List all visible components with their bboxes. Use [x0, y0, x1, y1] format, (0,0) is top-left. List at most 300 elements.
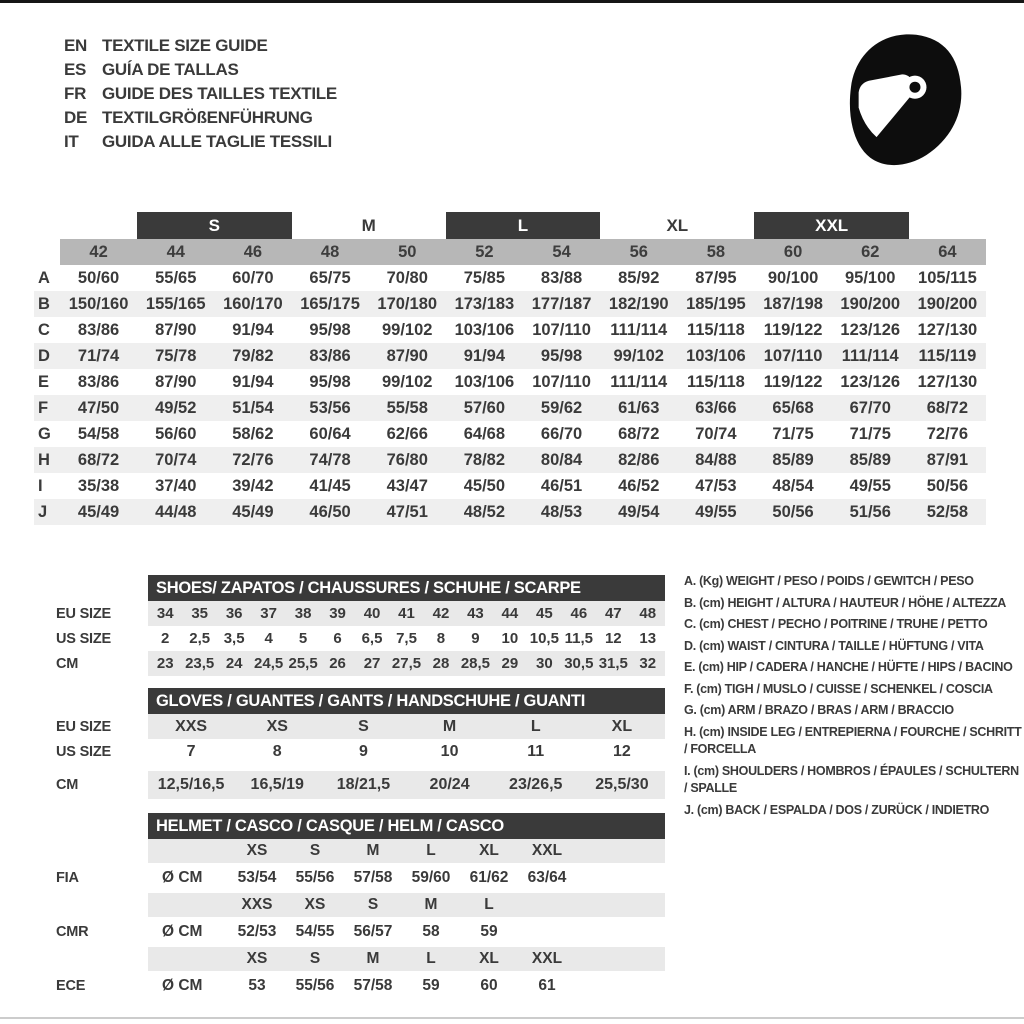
size-cell: 90/100: [767, 268, 819, 287]
size-cell: 70/80: [386, 268, 428, 287]
size-cell: 59/62: [540, 398, 583, 417]
shoes-table-row-cm: [148, 651, 665, 676]
size-cell: 50/60: [77, 268, 120, 287]
size-cell: 68/72: [926, 398, 969, 417]
helmet-size-row-cmr: [148, 893, 665, 917]
cell: 28,5: [460, 655, 491, 672]
language-title-block: [64, 34, 337, 154]
helmet-size-header: XL: [479, 842, 499, 859]
cell: 12: [604, 630, 622, 647]
size-cell: 70/74: [155, 450, 197, 469]
legend-item-d: D. (cm) WAIST / CINTURA / TAILLE / HÜFTUNG / VITA: [684, 638, 984, 653]
size-cell: 83/86: [77, 372, 120, 391]
cell: 25,5/30: [595, 776, 649, 793]
spacer: [56, 839, 88, 863]
size-cell: 47/53: [695, 476, 737, 495]
size-columns-row: [34, 239, 986, 265]
size-cell: 60/70: [232, 268, 274, 287]
size-table: [34, 212, 986, 525]
cell: 10: [501, 630, 519, 647]
size-cell: 35/38: [77, 476, 120, 495]
size-cell: 49/55: [695, 502, 737, 521]
cell: 26: [329, 655, 346, 672]
gloves-table: [148, 688, 665, 799]
size-cell: 91/94: [463, 346, 506, 365]
helmet-cell: 63/64: [527, 869, 567, 886]
size-cell: 71/74: [77, 346, 120, 365]
cell: 8: [436, 630, 446, 647]
size-cell: 48/52: [463, 502, 506, 521]
size-cell: 119/122: [763, 372, 823, 391]
size-cell: 49/52: [155, 398, 197, 417]
size-cell: 107/110: [532, 320, 591, 339]
helmet-size-header: XXS: [241, 896, 273, 913]
helmet-ece-label: ECE: [56, 978, 86, 994]
size-cell: 74/78: [309, 450, 351, 469]
size-cell: 99/102: [382, 372, 433, 391]
size-group-l: L: [446, 212, 600, 239]
shoes-eu-size-label: EU SIZE: [56, 605, 111, 622]
size-cell: 105/115: [918, 268, 977, 287]
size-cell: 46/50: [309, 502, 351, 521]
cell: 40: [363, 605, 381, 622]
size-cell: 84/88: [695, 450, 737, 469]
helmet-size-header: S: [309, 950, 321, 967]
helmet-cell: 60: [480, 977, 498, 994]
size-cell: 60/64: [309, 424, 351, 443]
size-cell: 115/119: [918, 346, 977, 365]
size-group-s: S: [137, 212, 291, 239]
full-face-helmet-icon: [842, 24, 970, 176]
size-row-g: [34, 421, 986, 447]
diameter-unit-label: Ø CM: [162, 869, 203, 886]
measurement-legend: [684, 573, 1022, 823]
gloves-us-size-label: US SIZE: [56, 743, 111, 760]
cell: 36: [225, 605, 243, 622]
size-cell: 56/60: [155, 424, 197, 443]
helmet-cell: 58: [422, 923, 440, 940]
legend-item-g: G. (cm) ARM / BRAZO / BRAS / ARM / BRACCIO: [684, 703, 954, 717]
size-cell: 37/40: [155, 476, 197, 495]
size-cell: 78/82: [463, 450, 506, 469]
guide-title-en: TEXTILE SIZE GUIDE: [102, 36, 268, 55]
size-cell: 75/78: [155, 346, 197, 365]
size-cell: 65/68: [772, 398, 814, 417]
spacer: [56, 893, 88, 917]
row-letter: A: [38, 268, 50, 287]
size-cell: 47/50: [77, 398, 120, 417]
row-letter: C: [38, 320, 50, 339]
size-cell: 103/106: [686, 346, 746, 365]
size-cell: 50/56: [926, 476, 969, 495]
size-row-e: [34, 369, 986, 395]
size-cell: 83/86: [77, 320, 120, 339]
cell: 11,5: [564, 630, 594, 647]
size-cell: 160/170: [223, 294, 283, 313]
helmet-size-header: XXL: [531, 950, 563, 967]
cell: L: [530, 717, 541, 735]
cell: M: [442, 717, 457, 735]
row-letter: E: [38, 372, 50, 391]
cell: 42: [432, 605, 450, 622]
legend-item-i: I. (cm) SHOULDERS / HOMBROS / ÉPAULES / SCHULTERN / SPALLE: [684, 763, 1019, 795]
cell: 27: [363, 655, 381, 672]
helmet-size-header: S: [367, 896, 379, 913]
helmet-fia-label: FIA: [56, 870, 79, 886]
helmet-size-header: M: [424, 896, 438, 913]
size-cell: 87/95: [695, 268, 737, 287]
cell: 8: [272, 742, 282, 760]
size-cell: 107/110: [532, 372, 591, 391]
size-column-header: 54: [523, 239, 600, 265]
size-row-a: [34, 265, 986, 291]
size-cell: 87/90: [155, 320, 197, 339]
cell: 23: [156, 655, 174, 672]
cell: 23,5: [185, 655, 215, 672]
size-cell: 61/63: [618, 398, 660, 417]
size-column-header: 60: [754, 239, 831, 265]
helmet-value-row-fia: [148, 863, 665, 893]
helmet-size-header: M: [366, 950, 380, 967]
page-top-border: [0, 0, 1024, 3]
size-column-header: 42: [60, 239, 137, 265]
cell: 11: [527, 742, 545, 760]
size-cell: 103/106: [454, 372, 515, 391]
language-code: DE: [64, 108, 88, 127]
cell: 34: [156, 605, 174, 622]
spacer: [34, 239, 60, 265]
size-cell: 41/45: [309, 476, 351, 495]
size-cell: 55/65: [155, 268, 197, 287]
gloves-eu-size-label: EU SIZE: [56, 718, 111, 735]
shoes-table-title: SHOES/ ZAPATOS / CHAUSSURES / SCHUHE / SCARPE: [148, 575, 665, 601]
size-row-h: [34, 447, 986, 473]
shoes-table: [148, 575, 665, 676]
legend-item-e: E. (cm) HIP / CADERA / HANCHE / HÜFTE / HIPS / BACINO: [684, 660, 1013, 674]
size-cell: 190/200: [917, 294, 978, 313]
language-row-it: [64, 130, 337, 154]
language-row-es: [64, 58, 337, 82]
helmet-size-header: L: [426, 842, 436, 859]
row-letter: J: [38, 502, 48, 521]
size-cell: 95/98: [540, 346, 583, 365]
size-cell: 71/75: [849, 424, 891, 443]
cell: 20/24: [429, 776, 470, 793]
size-cell: 45/49: [232, 502, 274, 521]
size-cell: 111/114: [610, 372, 668, 391]
guide-title-fr: GUIDE DES TAILLES TEXTILE: [102, 84, 337, 103]
size-cell: 48/54: [772, 476, 814, 495]
cell: 10,5: [529, 630, 559, 647]
size-cell: 103/106: [454, 320, 515, 339]
size-cell: 52/58: [926, 502, 969, 521]
spacer: [60, 212, 137, 239]
cell: 13: [639, 630, 657, 647]
size-cell: 55/58: [386, 398, 428, 417]
size-cell: 91/94: [232, 320, 274, 339]
size-column-header: 58: [677, 239, 754, 265]
cell: 2,5: [189, 630, 211, 647]
shoes-table-row-us-size: [148, 626, 665, 651]
helmet-size-header: XS: [246, 842, 268, 859]
cell: 6,5: [361, 630, 383, 647]
size-cell: 45/50: [463, 476, 506, 495]
size-cell: 45/49: [77, 502, 120, 521]
cell: 31,5: [598, 655, 628, 672]
size-cell: 57/60: [463, 398, 506, 417]
cell: 10: [440, 742, 459, 760]
spacer: [34, 212, 60, 239]
size-cell: 80/84: [540, 450, 583, 469]
size-cell: 115/118: [686, 320, 745, 339]
helmet-value-row-ece: [148, 971, 665, 1001]
cell: 37: [260, 605, 277, 622]
size-cell: 155/165: [145, 294, 206, 313]
size-cell: 85/92: [618, 268, 660, 287]
size-cell: 127/130: [917, 320, 978, 339]
size-group-m: M: [361, 215, 376, 235]
cell: 9: [471, 630, 480, 647]
legend-item-a: A. (Kg) WEIGHT / PESO / POIDS / GEWITCH / PESO: [684, 574, 974, 588]
size-cell: 85/89: [849, 450, 891, 469]
size-cell: 68/72: [77, 450, 120, 469]
helmet-cell: 61: [538, 977, 556, 994]
cell: S: [358, 717, 369, 735]
size-cell: 99/102: [613, 346, 664, 365]
helmet-cell: 59: [422, 977, 440, 994]
size-column-header: 50: [369, 239, 446, 265]
size-cell: 75/85: [463, 268, 506, 287]
language-row-de: [64, 106, 337, 130]
size-cell: 99/102: [382, 320, 433, 339]
cell: 9: [358, 742, 368, 760]
helmet-cell: 53/54: [237, 869, 277, 886]
helmet-size-header: XXL: [531, 842, 563, 859]
guide-title-es: GUÍA DE TALLAS: [102, 60, 239, 79]
row-letter: B: [38, 294, 50, 313]
legend-item-b: B. (cm) HEIGHT / ALTURA / HAUTEUR / HÖHE / ALTEZZA: [684, 595, 1007, 610]
spacer: [909, 212, 986, 239]
helmet-cell: 57/58: [353, 977, 393, 994]
cell: XS: [266, 717, 288, 735]
size-cell: 70/74: [695, 424, 737, 443]
language-code: ES: [64, 60, 87, 79]
legend-item-h: H. (cm) INSIDE LEG / ENTREPIERNA / FOURCHE / SCHRITT / FORCELLA: [684, 724, 1022, 756]
size-cell: 68/72: [618, 424, 660, 443]
size-cell: 95/98: [309, 320, 351, 339]
shoes-us-size-label: US SIZE: [56, 630, 111, 647]
size-cell: 49/54: [618, 502, 660, 521]
size-cell: 79/82: [232, 346, 274, 365]
size-cell: 44/48: [155, 502, 197, 521]
size-cell: 46/52: [618, 476, 660, 495]
gloves-side-labels: [56, 714, 111, 799]
helmet-cell: 53: [248, 977, 266, 994]
size-column-header: 44: [137, 239, 214, 265]
size-row-d: [34, 343, 986, 369]
row-letter: G: [38, 424, 51, 443]
cell: 5: [298, 630, 308, 647]
cell: 3,5: [223, 630, 245, 647]
language-row-en: [64, 34, 337, 58]
size-cell: 95/100: [845, 268, 896, 287]
size-cell: 182/190: [608, 294, 669, 313]
size-column-header: 48: [291, 239, 368, 265]
size-group-xl: XL: [666, 215, 689, 235]
shoes-side-labels: [56, 601, 111, 676]
size-cell: 48/53: [540, 502, 583, 521]
cell: 29: [501, 655, 519, 672]
helmet-cell: 55/56: [295, 869, 335, 886]
size-cell: 187/198: [763, 294, 823, 313]
cell: 32: [639, 655, 657, 672]
helmet-table-title: HELMET / CASCO / CASQUE / HELM / CASCO: [148, 813, 665, 839]
size-cell: 111/114: [841, 346, 899, 365]
size-cell: 51/56: [849, 502, 891, 521]
legend-item-j: J. (cm) BACK / ESPALDA / DOS / ZURÜCK / INDIETRO: [684, 802, 990, 817]
cell: 38: [294, 605, 312, 622]
row-letter: D: [38, 346, 50, 365]
size-cell: 50/56: [772, 502, 814, 521]
language-code: FR: [64, 84, 87, 103]
cell: XXS: [175, 717, 208, 735]
size-cell: 47/51: [386, 502, 428, 521]
size-cell: 127/130: [917, 372, 978, 391]
cell: 39: [329, 605, 346, 622]
cell: 2: [161, 630, 170, 647]
language-code: EN: [64, 36, 88, 55]
size-column-header: 62: [832, 239, 909, 265]
cell: 35: [191, 605, 209, 622]
cell: 4: [264, 630, 273, 647]
cell: 48: [639, 605, 657, 622]
size-cell: 64/68: [463, 424, 506, 443]
size-column-header: 46: [214, 239, 291, 265]
gloves-table-row-eu-size: [148, 714, 665, 739]
size-cell: 43/47: [386, 476, 428, 495]
size-column-header: 56: [600, 239, 677, 265]
cell: 7: [186, 742, 196, 760]
legend-item-f: F. (cm) TIGH / MUSLO / CUISSE / SCHENKEL / COSCIA: [684, 681, 993, 696]
helmet-table: [148, 813, 665, 1001]
cell: 43: [467, 605, 484, 622]
size-cell: 39/42: [232, 476, 274, 495]
helmet-cell: 56/57: [353, 923, 393, 940]
size-row-f: [34, 395, 986, 421]
diameter-unit-label: Ø CM: [162, 977, 203, 994]
helmet-size-header: L: [426, 950, 436, 967]
guide-title-de: TEXTILGRÖßENFÜHRUNG: [102, 108, 313, 127]
language-row-fr: [64, 82, 337, 106]
size-cell: 65/75: [309, 268, 351, 287]
size-cell: 185/195: [686, 294, 746, 313]
size-group-row: [34, 212, 986, 239]
size-cell: 177/187: [531, 294, 592, 313]
size-cell: 71/75: [772, 424, 814, 443]
helmet-size-header: XS: [246, 950, 268, 967]
size-cell: 76/80: [386, 450, 428, 469]
size-cell: 62/66: [386, 424, 428, 443]
cell: 27,5: [391, 655, 422, 672]
size-group-xxl: XXL: [754, 212, 908, 239]
size-cell: 95/98: [309, 372, 351, 391]
cell: 30,5: [564, 655, 594, 672]
cell: 30: [536, 655, 553, 672]
size-cell: 123/126: [840, 320, 901, 339]
row-letter: H: [38, 450, 50, 469]
gloves-cm-label: CM: [56, 777, 79, 793]
helmet-cell: 52/53: [237, 923, 277, 940]
helmet-size-row-fia: [148, 839, 665, 863]
cell: 23/26,5: [509, 776, 563, 793]
cell: 18/21,5: [336, 776, 391, 793]
size-cell: 87/91: [926, 450, 969, 469]
cell: 16,5/19: [250, 776, 304, 793]
size-cell: 107/110: [763, 346, 823, 365]
helmet-size-header: XS: [304, 896, 326, 913]
size-cell: 87/90: [386, 346, 428, 365]
shoes-table-row-eu-size: [148, 601, 665, 626]
size-cell: 46/51: [540, 476, 583, 495]
cell: 12,5/16,5: [157, 776, 225, 793]
cell: 28: [432, 655, 450, 672]
size-cell: 63/66: [695, 398, 737, 417]
language-code: IT: [64, 132, 79, 151]
size-cell: 123/126: [840, 372, 901, 391]
helmet-cell: 59: [480, 923, 498, 940]
size-cell: 72/76: [232, 450, 274, 469]
size-cell: 173/183: [454, 294, 515, 313]
size-cell: 91/94: [232, 372, 274, 391]
row-letter: F: [38, 398, 49, 417]
cell: 12: [613, 742, 631, 760]
size-cell: 165/175: [300, 294, 360, 313]
cell: 45: [536, 605, 553, 622]
size-cell: 51/54: [232, 398, 274, 417]
helmet-size-header: S: [309, 842, 321, 859]
size-column-header: 52: [446, 239, 523, 265]
spacer: [56, 947, 88, 971]
size-cell: 150/160: [68, 294, 129, 313]
size-row-j: [34, 499, 986, 525]
size-cell: 170/180: [377, 294, 438, 313]
size-row-i: [34, 473, 986, 499]
size-cell: 72/76: [926, 424, 969, 443]
size-cell: 53/56: [309, 398, 351, 417]
size-cell: 49/55: [849, 476, 891, 495]
gloves-table-row-us-size: [148, 739, 665, 764]
size-cell: 83/86: [309, 346, 351, 365]
gloves-table-row-cm: [148, 771, 665, 799]
size-cell: 66/70: [540, 424, 583, 443]
size-cell: 87/90: [155, 372, 197, 391]
cell: XL: [611, 717, 633, 735]
size-row-b: [34, 291, 986, 317]
size-cell: 85/89: [772, 450, 814, 469]
size-cell: 54/58: [77, 424, 120, 443]
page-bottom-border: [0, 1017, 1024, 1019]
cell: 41: [398, 605, 415, 622]
legend-item-c: C. (cm) CHEST / PECHO / POITRINE / TRUHE / PETTO: [684, 617, 988, 631]
cell: 24: [225, 655, 243, 672]
cell: 25,5: [288, 655, 318, 672]
helmet-cell: 55/56: [295, 977, 335, 994]
size-cell: 83/88: [540, 268, 583, 287]
size-cell: 115/118: [686, 372, 745, 391]
helmet-size-header: M: [366, 842, 380, 859]
size-row-c: [34, 317, 986, 343]
cell: 47: [604, 605, 622, 622]
